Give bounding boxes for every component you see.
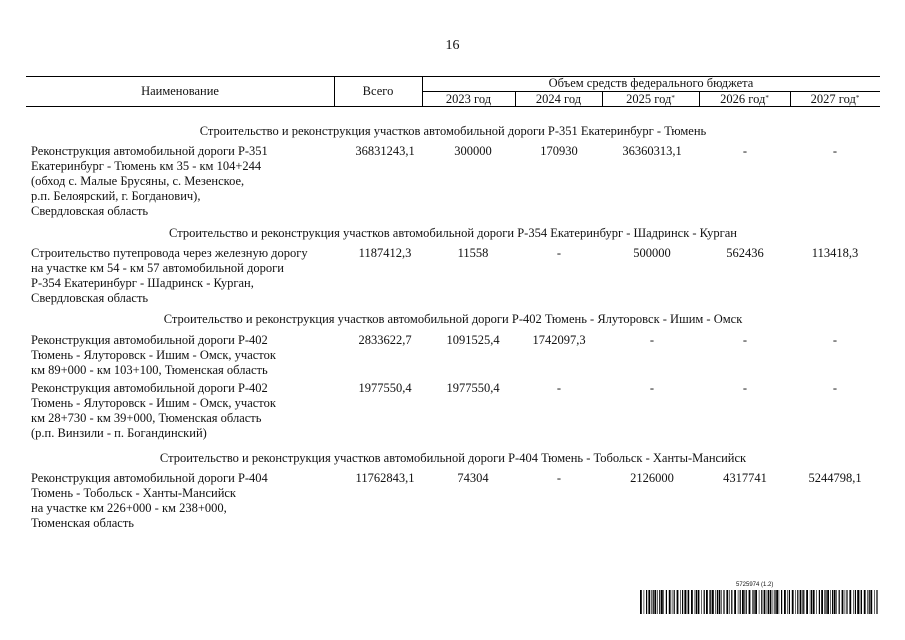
barcode-bar xyxy=(654,590,656,614)
barcode-bar xyxy=(646,590,647,614)
row-2024: - xyxy=(556,471,562,485)
header-year: 2027 год* xyxy=(810,92,860,106)
row-2024: - xyxy=(556,381,562,395)
barcode-bar xyxy=(742,590,744,614)
barcode-bar xyxy=(753,590,754,614)
barcode-bar xyxy=(723,590,724,614)
barcode-bar xyxy=(821,590,823,614)
row-2025: 36360313,1 xyxy=(622,144,682,158)
row-name: Реконструкция автомобильной дороги Р-404 Тюмень - Тобольск - Ханты-Мансийск на участке км 226+000 - км 238+000, Тюменская область xyxy=(31,471,268,530)
barcode-bar xyxy=(687,590,688,614)
row-2025: 2126000 xyxy=(630,471,674,485)
row-2024: - xyxy=(556,246,562,260)
barcode-bar xyxy=(784,590,786,614)
header-total: Всего xyxy=(362,84,394,98)
barcode-bar xyxy=(813,590,815,614)
barcode-bar xyxy=(860,590,861,614)
row-2027: - xyxy=(832,381,838,395)
barcode-bar xyxy=(830,590,831,614)
barcode-bar xyxy=(776,590,778,614)
barcode-bar xyxy=(842,590,844,614)
barcode-bar xyxy=(761,590,762,614)
row-name: Реконструкция автомобильной дороги Р-402 Тюмень - Ялуторовск - Ишим - Омск, участок км 89+000 - км 103+100, Тюменская область xyxy=(31,333,276,377)
page-number: 16 xyxy=(445,38,460,53)
barcode-bar xyxy=(684,590,686,614)
row-name: Реконструкция автомобильной дороги Р-402 Тюмень - Ялуторовск - Ишим - Омск, участок км 28+730 - км 39+000, Тюменская область (р.п. Винзили - п. Богандинский) xyxy=(31,381,276,440)
section-title: Строительство и реконструкция участков автомобильной дороги Р-354 Екатеринбург - Шадринск - Курган xyxy=(169,226,737,240)
barcode-bar xyxy=(715,590,716,614)
barcode-bar xyxy=(712,590,714,614)
barcode-bar xyxy=(797,590,798,614)
row-2025: - xyxy=(649,333,655,347)
barcode-bar xyxy=(857,590,859,614)
header-year: 2025 год* xyxy=(626,92,675,106)
barcode-bar xyxy=(849,590,851,614)
barcode-bar xyxy=(802,590,803,614)
barcode-bar xyxy=(696,590,697,614)
row-2026: - xyxy=(742,144,748,158)
barcode-bar xyxy=(800,590,802,614)
barcode-bar xyxy=(759,590,760,614)
barcode-bar xyxy=(695,590,696,614)
barcode-bar xyxy=(746,590,747,614)
row-2025: - xyxy=(649,381,655,395)
row-2023: 11558 xyxy=(457,246,489,260)
barcode-bar xyxy=(653,590,654,614)
barcode-bar xyxy=(819,590,820,614)
barcode-bar xyxy=(744,590,745,614)
barcode-bar xyxy=(853,590,854,614)
barcode-bar xyxy=(755,590,757,614)
header-year: 2024 год xyxy=(535,92,582,106)
barcode-bar xyxy=(839,590,840,614)
barcode-bar xyxy=(876,590,877,614)
barcode-bar xyxy=(827,590,829,614)
barcode-bar xyxy=(648,590,650,614)
row-total: 2833622,7 xyxy=(358,333,412,347)
barcode-bar xyxy=(787,590,788,614)
barcode-bar xyxy=(861,590,862,614)
barcode-bar xyxy=(738,590,739,614)
row-total: 1977550,4 xyxy=(358,381,412,395)
barcode-bar xyxy=(682,590,683,614)
row-2026: 562436 xyxy=(726,246,764,260)
section-title: Строительство и реконструкция участков автомобильной дороги Р-351 Екатеринбург - Тюмень xyxy=(199,124,707,138)
barcode-bar xyxy=(770,590,772,614)
barcode-bar xyxy=(832,590,833,614)
barcode xyxy=(640,590,880,614)
header-year: 2023 год xyxy=(445,92,492,106)
row-total: 1187412,3 xyxy=(358,246,412,260)
barcode-bar xyxy=(825,590,826,614)
section-title: Строительство и реконструкция участков автомобильной дороги Р-402 Тюмень - Ялуторовск - Ишим - Омск xyxy=(163,312,743,326)
barcode-bar xyxy=(651,590,652,614)
barcode-bar xyxy=(810,590,811,614)
row-2027: - xyxy=(832,333,838,347)
barcode-bar xyxy=(768,590,769,614)
barcode-bar xyxy=(867,590,868,614)
barcode-bar xyxy=(734,590,736,614)
barcode-bar xyxy=(698,590,700,614)
barcode-bar xyxy=(688,590,689,614)
barcode-bar xyxy=(864,590,866,614)
barcode-bar xyxy=(824,590,825,614)
barcode-bar xyxy=(836,590,837,614)
barcode-bar xyxy=(663,590,664,614)
row-2023: 300000 xyxy=(454,144,492,158)
row-total: 11762843,1 xyxy=(355,471,415,485)
barcode-bar xyxy=(795,590,796,614)
barcode-bar xyxy=(774,590,775,614)
barcode-bar xyxy=(773,590,774,614)
row-2025: 500000 xyxy=(633,246,671,260)
barcode-bar xyxy=(644,590,645,614)
row-2027: 113418,3 xyxy=(811,246,859,260)
barcode-bar xyxy=(701,590,702,614)
barcode-bar xyxy=(845,590,846,614)
barcode-bar xyxy=(674,590,675,614)
barcode-bar xyxy=(779,590,780,614)
barcode-bar xyxy=(870,590,872,614)
barcode-bar xyxy=(721,590,722,614)
row-2023: 74304 xyxy=(457,471,489,485)
barcode-bar xyxy=(672,590,673,614)
barcode-bar xyxy=(717,590,718,614)
barcode-bar xyxy=(677,590,679,614)
barcode-bar xyxy=(706,590,708,614)
barcode-bar xyxy=(726,590,728,614)
row-2026: 4317741 xyxy=(723,471,767,485)
barcode-bar xyxy=(640,590,642,614)
barcode-bar xyxy=(731,590,732,614)
header-year: 2026 год* xyxy=(720,92,769,106)
row-total: 36831243,1 xyxy=(355,144,415,158)
barcode-bar xyxy=(661,590,663,614)
barcode-bar xyxy=(659,590,660,614)
row-name: Строительство путепровода через железную дорогу на участке км 54 - км 57 автомобильной дороги Р-354 Екатеринбург - Шадринск - Курган, Свердловская область xyxy=(31,246,308,305)
barcode-bar xyxy=(789,590,790,614)
header-federal-budget: Объем средств федерального бюджета xyxy=(548,76,754,90)
barcode-bar xyxy=(709,590,710,614)
barcode-bar xyxy=(729,590,730,614)
barcode-bar xyxy=(834,590,836,614)
header-name: Наименование xyxy=(141,84,219,98)
row-2023: 1977550,4 xyxy=(446,381,500,395)
barcode-bar xyxy=(669,590,671,614)
row-2024: 1742097,3 xyxy=(532,333,586,347)
barcode-bar xyxy=(816,590,817,614)
barcode-bar xyxy=(680,590,681,614)
barcode-bar xyxy=(657,590,658,614)
row-2026: - xyxy=(742,381,748,395)
barcode-bar xyxy=(811,590,812,614)
barcode-bar xyxy=(767,590,768,614)
barcode-bar xyxy=(806,590,808,614)
barcode-bar xyxy=(691,590,693,614)
row-2027: - xyxy=(832,144,838,158)
barcode-bar xyxy=(740,590,741,614)
barcode-bar xyxy=(781,590,782,614)
row-2026: - xyxy=(742,333,748,347)
barcode-bar xyxy=(749,590,751,614)
barcode-bar xyxy=(869,590,870,614)
barcode-bar xyxy=(752,590,753,614)
row-2027: 5244798,1 xyxy=(808,471,862,485)
barcode-bar xyxy=(874,590,875,614)
barcode-bar xyxy=(764,590,766,614)
barcode-bar xyxy=(666,590,667,614)
barcode-bar xyxy=(855,590,856,614)
row-2024: 170930 xyxy=(540,144,578,158)
barcode-label: 5725974 (1.2) xyxy=(736,582,774,588)
table-header xyxy=(26,76,880,107)
barcode-bar xyxy=(792,590,794,614)
barcode-bar xyxy=(704,590,705,614)
barcode-bar xyxy=(719,590,721,614)
barcode-bar xyxy=(710,590,711,614)
row-name: Реконструкция автомобильной дороги Р-351 Екатеринбург - Тюмень км 35 - км 104+244 (обход с. Малые Брусяны, с. Мезенское, р.п. Белоярский, г. Богданович), Свердловская область xyxy=(31,144,268,218)
barcode-bar xyxy=(803,590,804,614)
barcode-bar xyxy=(846,590,847,614)
row-2023: 1091525,4 xyxy=(446,333,500,347)
section-title: Строительство и реконструкция участков автомобильной дороги Р-404 Тюмень - Тобольск - Ханты-Мансийск xyxy=(159,451,747,465)
